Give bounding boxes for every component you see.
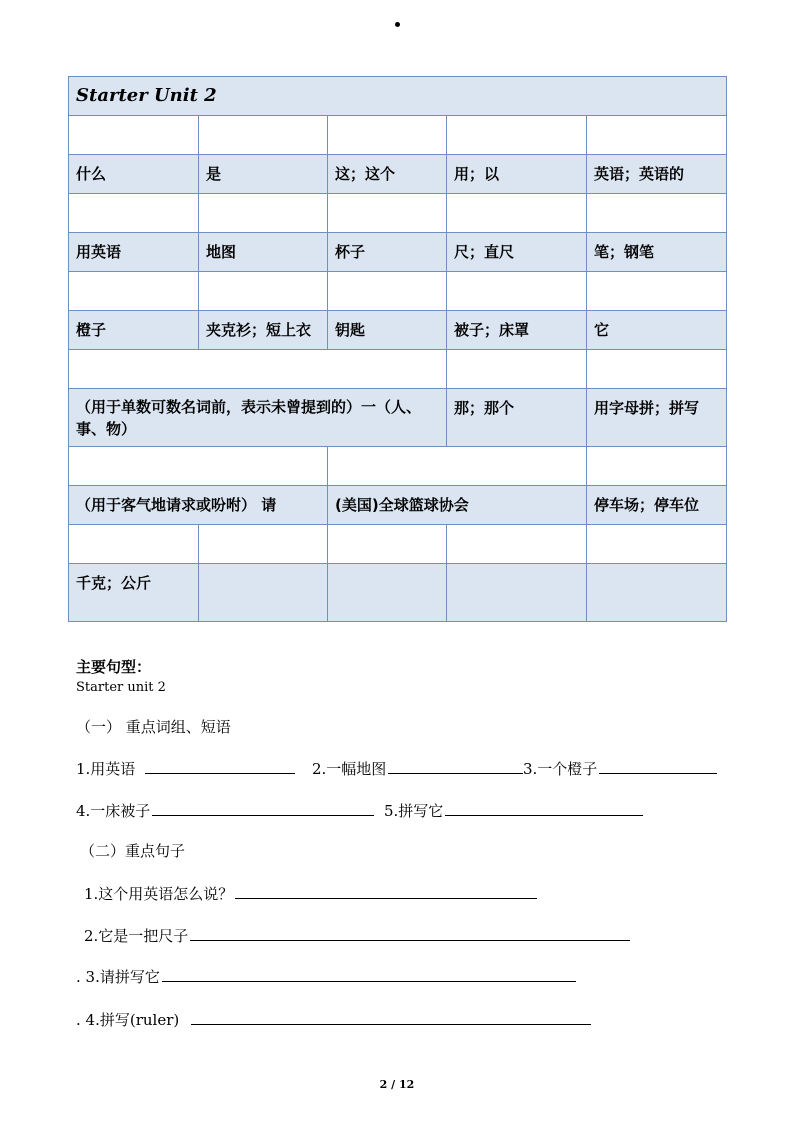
answer-cell[interactable] (447, 525, 587, 564)
answer-blank[interactable] (388, 759, 523, 774)
empty-cell (328, 564, 447, 622)
meaning-cell: （用于单数可数名词前，表示未曾提到的）一（人、事、物） (69, 389, 447, 447)
sentence-item-3: . 3.请拼写它 (76, 966, 576, 987)
answer-cell[interactable] (447, 116, 587, 155)
answer-cell[interactable] (328, 194, 447, 233)
empty-cell (199, 564, 328, 622)
sentence-item-4: . 4.拼写(ruler) (76, 1009, 591, 1030)
answer-blank[interactable] (599, 759, 717, 774)
answer-cell[interactable] (587, 525, 727, 564)
meaning-cell: 千克；公斤 (69, 564, 199, 622)
meaning-cell: 橙子 (69, 311, 199, 350)
meaning-cell: 尺；直尺 (447, 233, 587, 272)
meaning-cell: 笔；钢笔 (587, 233, 727, 272)
vocabulary-table (68, 76, 727, 622)
answer-cell[interactable] (328, 116, 447, 155)
meaning-cell: 是 (199, 155, 328, 194)
header-dot (395, 22, 400, 27)
phrase-item-1: 1.用英语 (76, 758, 295, 779)
answer-cell[interactable] (587, 447, 727, 486)
answer-blank[interactable] (152, 801, 374, 816)
answer-cell[interactable] (69, 194, 199, 233)
answer-cell[interactable] (447, 272, 587, 311)
section2-heading: （二）重点句子 (80, 842, 186, 860)
phrase-item-3: 3.一个橙子 (523, 758, 717, 779)
meaning-cell: 什么 (69, 155, 199, 194)
answer-cell[interactable] (69, 447, 328, 486)
phrase-item-4: 4.一床被子 (76, 800, 374, 821)
meaning-cell: 它 (587, 311, 727, 350)
answer-blank[interactable] (162, 967, 576, 982)
answer-cell[interactable] (199, 194, 328, 233)
meaning-cell: 被子；床罩 (447, 311, 587, 350)
meaning-cell: 杯子 (328, 233, 447, 272)
answer-cell[interactable] (587, 272, 727, 311)
answer-cell[interactable] (447, 194, 587, 233)
meaning-cell: 英语；英语的 (587, 155, 727, 194)
answer-blank[interactable] (235, 884, 537, 899)
answer-cell[interactable] (199, 525, 328, 564)
meaning-cell: 用字母拼；拼写 (587, 389, 727, 447)
answer-cell[interactable] (328, 447, 587, 486)
answer-cell[interactable] (328, 525, 447, 564)
meaning-cell: 钥匙 (328, 311, 447, 350)
meaning-cell: 用英语 (69, 233, 199, 272)
sentence-item-1: 1.这个用英语怎么说？ (84, 883, 537, 904)
answer-cell[interactable] (69, 525, 199, 564)
table-title: Starter Unit 2 (69, 77, 727, 116)
sentence-item-2: 2.它是一把尺子 (84, 925, 630, 946)
page-number: 2 / 12 (379, 1078, 415, 1091)
meaning-cell: 停车场；停车位 (587, 486, 727, 525)
meaning-cell: 这；这个 (328, 155, 447, 194)
meaning-cell: 夹克衫；短上衣 (199, 311, 328, 350)
answer-cell[interactable] (69, 350, 447, 389)
answer-cell[interactable] (587, 194, 727, 233)
main-heading: 主要句型： (76, 658, 152, 676)
phrase-item-5: 5.拼写它 (384, 800, 643, 821)
phrase-item-2: 2.一幅地图 (312, 758, 523, 779)
answer-cell[interactable] (69, 116, 199, 155)
empty-cell (447, 564, 587, 622)
answer-cell[interactable] (587, 116, 727, 155)
answer-cell[interactable] (587, 350, 727, 389)
answer-cell[interactable] (447, 350, 587, 389)
section1-heading: （一） 重点词组、短语 (76, 718, 231, 736)
answer-cell[interactable] (199, 272, 328, 311)
answer-blank[interactable] (145, 759, 295, 774)
answer-cell[interactable] (328, 272, 447, 311)
meaning-cell: (美国)全球篮球协会 (328, 486, 587, 525)
meaning-cell: 那；那个 (447, 389, 587, 447)
meaning-cell: （用于客气地请求或吩咐） 请 (69, 486, 328, 525)
answer-cell[interactable] (69, 272, 199, 311)
answer-blank[interactable] (191, 1010, 591, 1025)
answer-blank[interactable] (190, 926, 630, 941)
meaning-cell: 地图 (199, 233, 328, 272)
answer-blank[interactable] (445, 801, 643, 816)
meaning-cell: 用；以 (447, 155, 587, 194)
empty-cell (587, 564, 727, 622)
answer-cell[interactable] (199, 116, 328, 155)
unit-label: Starter unit 2 (76, 680, 166, 695)
